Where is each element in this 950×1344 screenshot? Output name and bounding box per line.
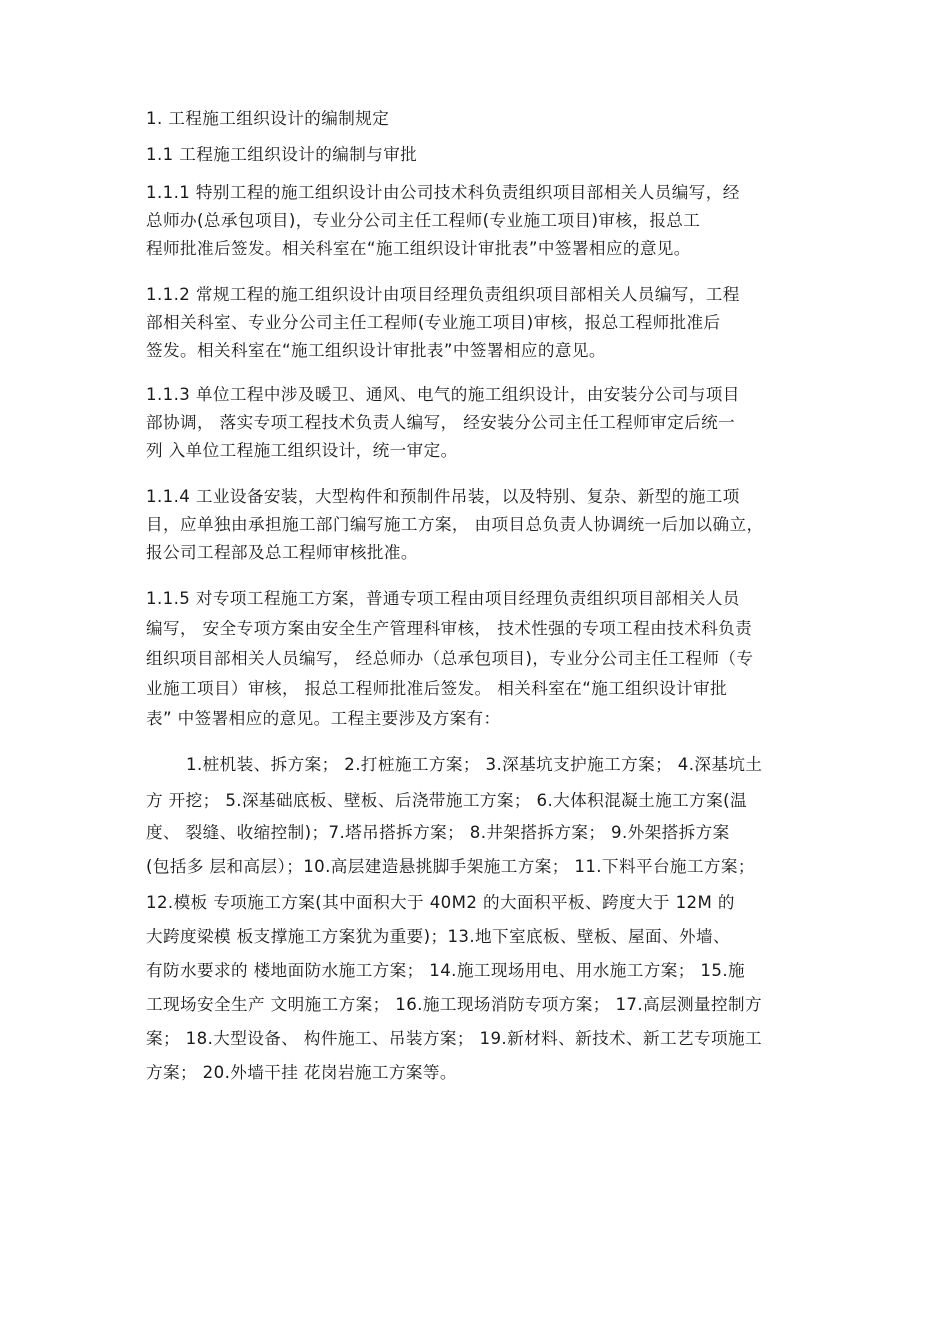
paragraph-4-line-3: 报公司工程部及总工程师审核批准。: [146, 543, 418, 562]
paragraph-3-line-1: 1.1.3 单位工程中涉及暖卫、通风、电气的施工组织设计，由安装分公司与项目: [146, 385, 740, 404]
plan-list-line-1: 1.桩机装、拆方案； 2.打桩施工方案； 3.深基坑支护施工方案； 4.深基坑土: [186, 755, 763, 774]
paragraph-2-line-1: 1.1.2 常规工程的施工组织设计由项目经理负责组织项目部相关人员编写，工程: [146, 285, 740, 304]
plan-list-line-5: 12.模板 专项施工方案(其中面积大于 40M2 的大面积平板、跨度大于 12M 的: [146, 893, 735, 912]
plan-list-line-9: 案； 18.大型设备、 构件施工、吊装方案； 19.新材料、新技术、新工艺专项施工: [146, 1029, 763, 1048]
paragraph-5-line-3: 组织项目部相关人员编写， 经总师办（总承包项目)，专业分公司主任工程师（专: [146, 649, 754, 668]
paragraph-2-line-2: 部相关科室、专业分公司主任工程师(专业施工项目)审核，报总工程师批准后: [146, 313, 721, 332]
paragraph-5-line-2: 编写， 安全专项方案由安全生产管理科审核， 技术性强的专项工程由技术科负责: [146, 619, 753, 638]
section-heading: 1. 工程施工组织设计的编制规定: [146, 109, 390, 128]
paragraph-1-line-3: 程师批准后签发。相关科室在“施工组织设计审批表”中签署相应的意见。: [146, 239, 691, 258]
plan-list-line-3: 度、 裂缝、收缩控制)；7.塔吊搭拆方案； 8.井架搭拆方案； 9.外架搭拆方案: [146, 823, 730, 842]
paragraph-5-line-5: 表” 中签署相应的意见。工程主要涉及方案有：: [146, 709, 501, 728]
plan-list-line-4: (包括多 层和高层）；10.高层建造悬挑脚手架施工方案； 11.下料平台施工方案；: [146, 857, 755, 876]
plan-list-line-10: 方案； 20.外墙干挂 花岗岩施工方案等。: [146, 1063, 457, 1082]
plan-list-line-8: 工现场安全生产 文明施工方案； 16.施工现场消防专项方案； 17.高层测量控制方: [146, 995, 763, 1014]
plan-list-line-6: 大跨度梁模 板支撑施工方案犹为重要)；13.地下室底板、壁板、屋面、外墙、: [146, 927, 730, 946]
paragraph-1-line-1: 1.1.1 特别工程的施工组织设计由公司技术科负责组织项目部相关人员编写，经: [146, 183, 740, 202]
plan-list-line-7: 有防水要求的 楼地面防水施工方案； 14.施工现场用电、用水施工方案； 15.施: [146, 961, 746, 980]
paragraph-5-line-1: 1.1.5 对专项工程施工方案，普通专项工程由项目经理负责组织项目部相关人员: [146, 589, 740, 608]
subsection-heading: 1.1 工程施工组织设计的编制与审批: [146, 145, 418, 164]
paragraph-5-line-4: 业施工项目）审核， 报总工程师批准后签发。 相关科室在“施工组织设计审批: [146, 679, 728, 698]
paragraph-2-line-3: 签发。相关科室在“施工组织设计审批表”中签署相应的意见。: [146, 341, 606, 360]
paragraph-3-line-2: 部协调， 落实专项工程技术负责人编写， 经安装分公司主任工程师审定后统一: [146, 413, 736, 432]
paragraph-1-line-2: 总师办(总承包项目)，专业分公司主任工程师(专业施工项目)审核，报总工: [146, 211, 701, 230]
paragraph-3-line-3: 列 入单位工程施工组织设计，统一审定。: [146, 441, 458, 460]
paragraph-4-line-2: 目，应单独由承担施工部门编写施工方案， 由项目总负责人协调统一后加以确立，: [146, 515, 764, 534]
paragraph-4-line-1: 1.1.4 工业设备安装，大型构件和预制件吊装，以及特别、复杂、新型的施工项: [146, 487, 740, 506]
plan-list-line-2: 方 开挖； 5.深基础底板、壁板、后浇带施工方案； 6.大体积混凝土施工方案(温: [146, 791, 747, 810]
